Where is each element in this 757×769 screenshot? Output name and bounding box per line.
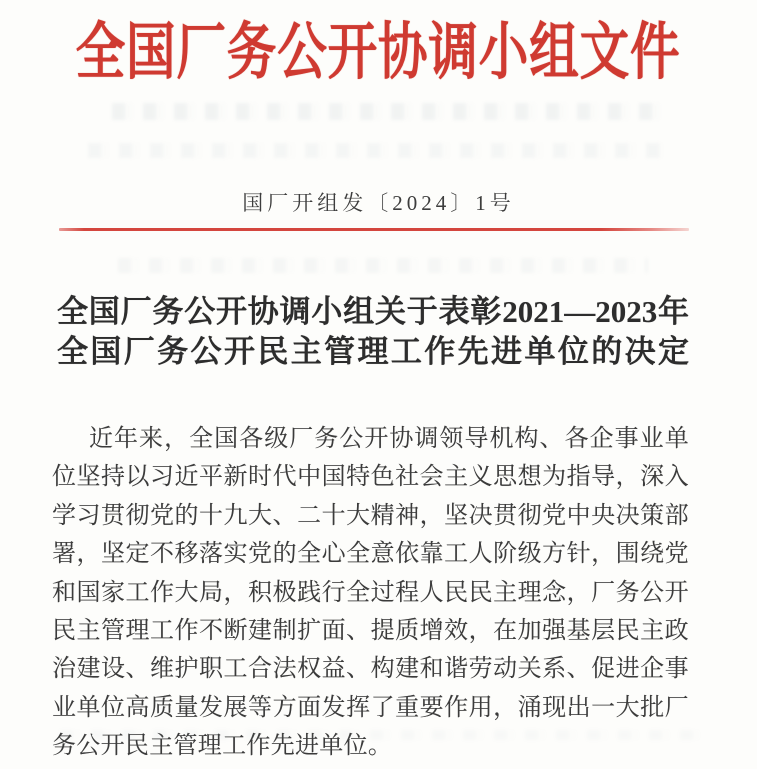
body-text-line: 近年来，全国各级厂务公开协调领导机构、各企事业单	[89, 426, 689, 452]
document-title-line-2: 全国厂务公开民主管理工作先进单位的决定	[57, 334, 689, 369]
body-text-line: 署，坚定不移落实党的全心全意依靠工人阶级方针，围绕党	[52, 541, 689, 568]
body-text-line: 和国家工作大局，积极践行全过程人民民主理念，厂务公开	[52, 579, 689, 606]
document-title-line-1: 全国厂务公开协调小组关于表彰2021—2023年	[57, 294, 689, 329]
body-text-line: 位坚持以习近平新时代中国特色社会主义思想为指导，深入	[52, 464, 689, 491]
body-text-line: 业单位高质量发展等方面发挥了重要作用，涌现出一大批厂	[52, 694, 689, 721]
document-masthead: 全国厂务公开协调小组文件	[76, 19, 681, 87]
masthead-row	[0, 16, 757, 90]
document-body	[52, 420, 689, 766]
body-text-line: 务公开民主管理工作先进单位。	[52, 733, 393, 760]
red-divider-line	[59, 228, 689, 231]
scan-bleedthrough-artifact	[118, 258, 648, 273]
document-number: 国厂开组发〔2024〕1号	[242, 191, 515, 215]
body-text-line: 治建设、维护职工合法权益、构建和谐劳动关系、促进企事	[52, 656, 689, 683]
body-text-line: 学习贯彻党的十九大、二十大精神，坚决贯彻党中央决策部	[52, 502, 689, 529]
document-title	[57, 292, 689, 372]
body-text-line: 民主管理工作不断建制扩面、提质增效，在加强基层民主政	[52, 618, 689, 645]
scan-bleedthrough-artifact	[88, 143, 663, 158]
scan-bleedthrough-artifact	[112, 103, 660, 120]
